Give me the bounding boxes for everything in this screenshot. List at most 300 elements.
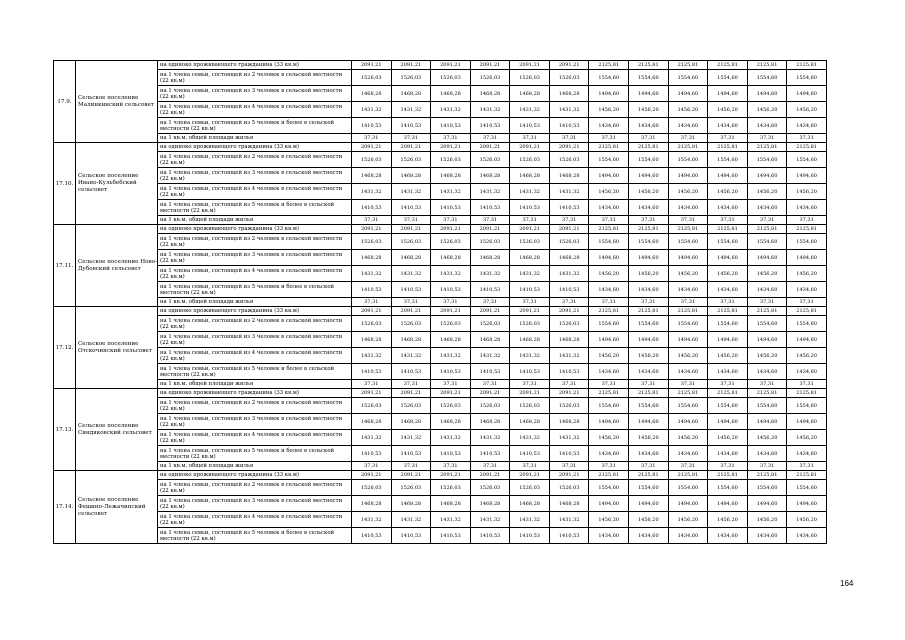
value-cell: 1468,28 xyxy=(549,414,589,430)
value-cell: 37,31 xyxy=(510,380,550,389)
value-cell: 1431,32 xyxy=(510,102,550,118)
value-cell: 1456,20 xyxy=(747,266,787,282)
value-cell: 1526,03 xyxy=(510,234,550,250)
value-cell: 1554,60 xyxy=(708,70,748,86)
value-cell: 2125,81 xyxy=(589,143,629,152)
table-row xyxy=(54,389,827,398)
value-cell: 1554,60 xyxy=(629,234,669,250)
value-cell: 2125,81 xyxy=(787,389,827,398)
value-cell: 37,31 xyxy=(352,134,392,143)
value-cell: 2091,21 xyxy=(391,389,431,398)
section-name: Сельское поселение Ивано-Кульбебский сельсовет xyxy=(76,143,158,225)
row-label: на одиноко проживающего гражданина (33 кв.м) xyxy=(158,389,352,398)
value-cell: 1431,32 xyxy=(391,348,431,364)
value-cell: 37,31 xyxy=(510,462,550,471)
table-row xyxy=(54,61,827,70)
value-cell: 2091,21 xyxy=(510,61,550,70)
table-row xyxy=(54,316,827,332)
value-cell: 1494,60 xyxy=(747,332,787,348)
value-cell: 1410,53 xyxy=(431,364,471,380)
value-cell: 37,31 xyxy=(787,134,827,143)
value-cell: 1526,03 xyxy=(510,152,550,168)
table-row xyxy=(54,471,827,480)
value-cell: 1526,03 xyxy=(431,152,471,168)
value-cell: 37,31 xyxy=(708,134,748,143)
value-cell: 1431,32 xyxy=(352,512,392,528)
value-cell: 2125,81 xyxy=(708,307,748,316)
table-row xyxy=(54,512,827,528)
value-cell: 1431,32 xyxy=(352,184,392,200)
value-cell: 1468,28 xyxy=(352,86,392,102)
value-cell: 1468,28 xyxy=(352,414,392,430)
table-row xyxy=(54,225,827,234)
value-cell: 1468,28 xyxy=(431,250,471,266)
value-cell: 1468,28 xyxy=(510,414,550,430)
value-cell: 1554,60 xyxy=(787,398,827,414)
value-cell: 1526,03 xyxy=(391,480,431,496)
value-cell: 1410,53 xyxy=(352,200,392,216)
row-label: на 1 члена семьи, состоящей из 3 человек в сельской местности (22 кв.м) xyxy=(158,414,352,430)
value-cell: 1434,60 xyxy=(708,364,748,380)
table-row xyxy=(54,102,827,118)
value-cell: 1468,28 xyxy=(510,86,550,102)
value-cell: 1468,28 xyxy=(431,86,471,102)
value-cell: 1554,60 xyxy=(787,152,827,168)
value-cell: 1434,60 xyxy=(747,446,787,462)
table-row xyxy=(54,234,827,250)
value-cell: 1434,60 xyxy=(668,446,708,462)
value-cell: 1410,53 xyxy=(431,200,471,216)
value-cell: 2091,21 xyxy=(470,389,510,398)
table-row xyxy=(54,86,827,102)
page-number: 164 xyxy=(840,579,854,588)
row-label: на 1 кв.м. общей площади жилья xyxy=(158,216,352,225)
value-cell: 1494,60 xyxy=(668,250,708,266)
value-cell: 1431,32 xyxy=(549,512,589,528)
value-cell: 1494,60 xyxy=(708,86,748,102)
section-number: 17.11. xyxy=(54,225,76,307)
value-cell: 2125,81 xyxy=(708,143,748,152)
value-cell: 37,31 xyxy=(549,216,589,225)
value-cell: 2091,21 xyxy=(391,143,431,152)
value-cell: 2091,21 xyxy=(549,225,589,234)
value-cell: 37,31 xyxy=(668,298,708,307)
value-cell: 2091,21 xyxy=(510,389,550,398)
value-cell: 37,31 xyxy=(668,380,708,389)
value-cell: 1554,60 xyxy=(629,398,669,414)
value-cell: 1468,28 xyxy=(352,168,392,184)
value-cell: 1468,28 xyxy=(470,496,510,512)
value-cell: 2091,21 xyxy=(391,61,431,70)
value-cell: 1431,32 xyxy=(549,348,589,364)
table-row xyxy=(54,266,827,282)
value-cell: 1456,20 xyxy=(668,184,708,200)
value-cell: 1494,60 xyxy=(629,332,669,348)
row-label: на 1 члена семьи, состоящей из 2 человек в сельской местности (22 кв.м) xyxy=(158,398,352,414)
value-cell: 1554,60 xyxy=(747,70,787,86)
value-cell: 1526,03 xyxy=(510,316,550,332)
value-cell: 1494,60 xyxy=(668,496,708,512)
value-cell: 37,31 xyxy=(747,380,787,389)
value-cell: 1410,53 xyxy=(391,446,431,462)
value-cell: 1434,60 xyxy=(589,200,629,216)
value-cell: 1468,28 xyxy=(391,86,431,102)
value-cell: 1434,60 xyxy=(747,364,787,380)
value-cell: 1456,20 xyxy=(747,348,787,364)
value-cell: 1494,60 xyxy=(629,86,669,102)
value-cell: 1410,53 xyxy=(431,282,471,298)
table-row xyxy=(54,168,827,184)
value-cell: 1431,32 xyxy=(352,430,392,446)
value-cell: 1526,03 xyxy=(510,480,550,496)
value-cell: 2125,81 xyxy=(708,471,748,480)
value-cell: 2091,21 xyxy=(470,225,510,234)
value-cell: 37,31 xyxy=(510,298,550,307)
table-row xyxy=(54,528,827,544)
table-row xyxy=(54,282,827,298)
value-cell: 2125,81 xyxy=(589,225,629,234)
value-cell: 1410,53 xyxy=(431,446,471,462)
value-cell: 1494,60 xyxy=(787,332,827,348)
value-cell: 1431,32 xyxy=(391,184,431,200)
value-cell: 1431,32 xyxy=(549,184,589,200)
value-cell: 2091,21 xyxy=(549,61,589,70)
value-cell: 1526,03 xyxy=(391,398,431,414)
row-label: на одиноко проживающего гражданина (33 кв.м) xyxy=(158,307,352,316)
value-cell: 2091,21 xyxy=(431,61,471,70)
table-row xyxy=(54,200,827,216)
value-cell: 1494,60 xyxy=(629,168,669,184)
value-cell: 1434,60 xyxy=(668,282,708,298)
value-cell: 2091,21 xyxy=(510,307,550,316)
value-cell: 1526,03 xyxy=(549,152,589,168)
value-cell: 2125,81 xyxy=(747,389,787,398)
table-row xyxy=(54,70,827,86)
value-cell: 37,31 xyxy=(668,134,708,143)
value-cell: 37,31 xyxy=(391,462,431,471)
value-cell: 1494,60 xyxy=(747,86,787,102)
value-cell: 1456,20 xyxy=(708,184,748,200)
value-cell: 37,31 xyxy=(747,462,787,471)
value-cell: 2125,81 xyxy=(668,225,708,234)
section-number: 17.9. xyxy=(54,61,76,143)
row-label: на 1 члена семьи, состоящей из 2 человек в сельской местности (22 кв.м) xyxy=(158,70,352,86)
value-cell: 37,31 xyxy=(352,216,392,225)
value-cell: 1554,60 xyxy=(629,70,669,86)
row-label: на 1 члена семьи, состоящей из 3 человек в сельской местности (22 кв.м) xyxy=(158,496,352,512)
value-cell: 1526,03 xyxy=(549,398,589,414)
value-cell: 1410,53 xyxy=(352,282,392,298)
row-label: на 1 члена семьи, состоящей из 3 человек в сельской местности (22 кв.м) xyxy=(158,250,352,266)
value-cell: 2091,21 xyxy=(431,471,471,480)
value-cell: 1554,60 xyxy=(589,70,629,86)
value-cell: 2125,81 xyxy=(668,471,708,480)
value-cell: 1526,03 xyxy=(510,70,550,86)
value-cell: 1410,53 xyxy=(352,528,392,544)
value-cell: 37,31 xyxy=(391,380,431,389)
value-cell: 1554,60 xyxy=(787,234,827,250)
value-cell: 37,31 xyxy=(589,380,629,389)
value-cell: 2125,81 xyxy=(708,225,748,234)
value-cell: 1431,32 xyxy=(470,430,510,446)
value-cell: 1554,60 xyxy=(668,70,708,86)
row-label: на 1 члена семьи, состоящей из 2 человек в сельской местности (22 кв.м) xyxy=(158,152,352,168)
value-cell: 2125,81 xyxy=(668,389,708,398)
value-cell: 1468,28 xyxy=(470,332,510,348)
value-cell: 1431,32 xyxy=(431,430,471,446)
value-cell: 1456,20 xyxy=(629,184,669,200)
value-cell: 1410,53 xyxy=(391,364,431,380)
value-cell: 2125,81 xyxy=(589,307,629,316)
value-cell: 2091,21 xyxy=(549,143,589,152)
value-cell: 37,31 xyxy=(470,134,510,143)
value-cell: 1456,20 xyxy=(589,102,629,118)
value-cell: 1431,32 xyxy=(431,348,471,364)
table-row xyxy=(54,462,827,471)
value-cell: 1456,20 xyxy=(787,348,827,364)
row-label: на 1 члена семьи, состоящей из 3 человек в сельской местности (22 кв.м) xyxy=(158,86,352,102)
value-cell: 1410,53 xyxy=(549,364,589,380)
value-cell: 1554,60 xyxy=(589,398,629,414)
value-cell: 37,31 xyxy=(589,298,629,307)
value-cell: 1494,60 xyxy=(629,496,669,512)
value-cell: 1554,60 xyxy=(668,152,708,168)
value-cell: 37,31 xyxy=(747,298,787,307)
value-cell: 2091,21 xyxy=(431,225,471,234)
value-cell: 2125,81 xyxy=(747,143,787,152)
value-cell: 37,31 xyxy=(431,380,471,389)
value-cell: 37,31 xyxy=(470,298,510,307)
value-cell: 1554,60 xyxy=(629,480,669,496)
value-cell: 1554,60 xyxy=(787,70,827,86)
value-cell: 1431,32 xyxy=(470,102,510,118)
value-cell: 1468,28 xyxy=(431,332,471,348)
value-cell: 1468,28 xyxy=(391,332,431,348)
value-cell: 1410,53 xyxy=(549,528,589,544)
section-name: Сельское поселение Ново-Дубовский сельсовет xyxy=(76,225,158,307)
value-cell: 1494,60 xyxy=(787,496,827,512)
value-cell: 2091,21 xyxy=(352,61,392,70)
value-cell: 1410,53 xyxy=(470,200,510,216)
value-cell: 1410,53 xyxy=(391,200,431,216)
row-label: на 1 члена семьи, состоящей из 2 человек в сельской местности (22 кв.м) xyxy=(158,316,352,332)
row-label: на 1 члена семьи, состоящей из 3 человек в сельской местности (22 кв.м) xyxy=(158,332,352,348)
value-cell: 1410,53 xyxy=(510,200,550,216)
value-cell: 1494,60 xyxy=(589,332,629,348)
value-cell: 1410,53 xyxy=(470,282,510,298)
value-cell: 37,31 xyxy=(708,216,748,225)
value-cell: 1526,03 xyxy=(431,398,471,414)
value-cell: 2091,21 xyxy=(391,471,431,480)
value-cell: 37,31 xyxy=(549,134,589,143)
value-cell: 1410,53 xyxy=(510,282,550,298)
value-cell: 1554,60 xyxy=(629,316,669,332)
value-cell: 2091,21 xyxy=(510,143,550,152)
value-cell: 1494,60 xyxy=(708,168,748,184)
value-cell: 1526,03 xyxy=(352,152,392,168)
table-row xyxy=(54,307,827,316)
value-cell: 1456,20 xyxy=(629,348,669,364)
tariff-table-body xyxy=(54,61,827,544)
value-cell: 1456,20 xyxy=(589,430,629,446)
value-cell: 1434,60 xyxy=(708,528,748,544)
value-cell: 1434,60 xyxy=(589,528,629,544)
value-cell: 1468,28 xyxy=(431,496,471,512)
value-cell: 1468,28 xyxy=(510,332,550,348)
section-name: Сельское поселение Синдяковский сельсовет xyxy=(76,389,158,471)
table-row xyxy=(54,348,827,364)
value-cell: 1526,03 xyxy=(391,234,431,250)
table-row xyxy=(54,298,827,307)
value-cell: 1434,60 xyxy=(629,446,669,462)
row-label: на одиноко проживающего гражданина (33 кв.м) xyxy=(158,225,352,234)
value-cell: 2125,81 xyxy=(668,143,708,152)
value-cell: 1456,20 xyxy=(708,430,748,446)
value-cell: 1554,60 xyxy=(747,398,787,414)
value-cell: 2125,81 xyxy=(787,143,827,152)
value-cell: 1434,60 xyxy=(629,364,669,380)
value-cell: 1468,28 xyxy=(549,496,589,512)
value-cell: 2125,81 xyxy=(629,61,669,70)
value-cell: 1526,03 xyxy=(431,316,471,332)
table-row xyxy=(54,332,827,348)
value-cell: 37,31 xyxy=(431,216,471,225)
value-cell: 1434,60 xyxy=(747,200,787,216)
value-cell: 2125,81 xyxy=(629,143,669,152)
value-cell: 37,31 xyxy=(431,298,471,307)
value-cell: 1468,28 xyxy=(470,168,510,184)
row-label: на 1 члена семьи, состоящей из 5 человек и более в сельской местности (22 кв.м) xyxy=(158,282,352,298)
table-row xyxy=(54,398,827,414)
value-cell: 1494,60 xyxy=(668,168,708,184)
value-cell: 1494,60 xyxy=(747,250,787,266)
value-cell: 1410,53 xyxy=(470,528,510,544)
value-cell: 1526,03 xyxy=(352,234,392,250)
value-cell: 1554,60 xyxy=(708,398,748,414)
value-cell: 1431,32 xyxy=(352,102,392,118)
value-cell: 37,31 xyxy=(787,216,827,225)
value-cell: 1494,60 xyxy=(589,414,629,430)
value-cell: 1456,20 xyxy=(589,266,629,282)
value-cell: 2091,21 xyxy=(431,389,471,398)
value-cell: 1468,28 xyxy=(510,250,550,266)
row-label: на 1 члена семьи, состоящей из 4 человек в сельской местности (22 кв.м) xyxy=(158,430,352,446)
value-cell: 1554,60 xyxy=(589,152,629,168)
value-cell: 37,31 xyxy=(668,216,708,225)
value-cell: 1494,60 xyxy=(668,414,708,430)
value-cell: 1526,03 xyxy=(431,70,471,86)
value-cell: 1456,20 xyxy=(668,266,708,282)
value-cell: 1410,53 xyxy=(549,200,589,216)
row-label: на 1 кв.м. общей площади жилья xyxy=(158,298,352,307)
value-cell: 1410,53 xyxy=(391,118,431,134)
value-cell: 1434,60 xyxy=(787,446,827,462)
value-cell: 1526,03 xyxy=(352,70,392,86)
value-cell: 2125,81 xyxy=(589,61,629,70)
row-label: на одиноко проживающего гражданина (33 кв.м) xyxy=(158,143,352,152)
value-cell: 2125,81 xyxy=(708,61,748,70)
value-cell: 1554,60 xyxy=(668,234,708,250)
value-cell: 37,31 xyxy=(352,380,392,389)
value-cell: 1456,20 xyxy=(747,430,787,446)
value-cell: 1434,60 xyxy=(787,282,827,298)
value-cell: 2125,81 xyxy=(747,307,787,316)
value-cell: 1410,53 xyxy=(510,364,550,380)
value-cell: 2091,21 xyxy=(470,307,510,316)
value-cell: 1431,32 xyxy=(470,512,510,528)
value-cell: 1526,03 xyxy=(391,70,431,86)
value-cell: 1431,32 xyxy=(352,348,392,364)
value-cell: 1410,53 xyxy=(510,446,550,462)
value-cell: 1431,32 xyxy=(470,266,510,282)
value-cell: 1526,03 xyxy=(549,316,589,332)
value-cell: 2125,81 xyxy=(787,471,827,480)
value-cell: 1554,60 xyxy=(708,316,748,332)
value-cell: 37,31 xyxy=(470,216,510,225)
table-row xyxy=(54,216,827,225)
value-cell: 1456,20 xyxy=(589,512,629,528)
value-cell: 1468,28 xyxy=(470,414,510,430)
value-cell: 1468,28 xyxy=(510,168,550,184)
value-cell: 2091,21 xyxy=(431,143,471,152)
value-cell: 2125,81 xyxy=(629,307,669,316)
value-cell: 2091,21 xyxy=(352,307,392,316)
value-cell: 1468,28 xyxy=(391,250,431,266)
value-cell: 1431,32 xyxy=(510,348,550,364)
value-cell: 37,31 xyxy=(747,216,787,225)
value-cell: 1526,03 xyxy=(549,234,589,250)
value-cell: 1434,60 xyxy=(668,200,708,216)
table-row xyxy=(54,364,827,380)
value-cell: 1456,20 xyxy=(708,512,748,528)
value-cell: 1494,60 xyxy=(747,168,787,184)
value-cell: 2125,81 xyxy=(708,389,748,398)
value-cell: 1434,60 xyxy=(668,364,708,380)
value-cell: 1526,03 xyxy=(470,316,510,332)
value-cell: 2125,81 xyxy=(747,225,787,234)
value-cell: 1431,32 xyxy=(352,266,392,282)
value-cell: 1434,60 xyxy=(589,118,629,134)
value-cell: 1526,03 xyxy=(431,234,471,250)
value-cell: 37,31 xyxy=(668,462,708,471)
value-cell: 1494,60 xyxy=(708,332,748,348)
value-cell: 37,31 xyxy=(510,134,550,143)
value-cell: 1468,28 xyxy=(431,168,471,184)
value-cell: 1456,20 xyxy=(629,430,669,446)
value-cell: 1456,20 xyxy=(747,102,787,118)
value-cell: 37,31 xyxy=(629,216,669,225)
value-cell: 1410,53 xyxy=(510,528,550,544)
section-number: 17.13. xyxy=(54,389,76,471)
row-label: на 1 кв.м. общей площади жилья xyxy=(158,380,352,389)
value-cell: 2091,21 xyxy=(549,307,589,316)
value-cell: 1410,53 xyxy=(391,528,431,544)
value-cell: 2091,21 xyxy=(470,143,510,152)
value-cell: 1468,28 xyxy=(352,332,392,348)
value-cell: 1526,03 xyxy=(431,480,471,496)
value-cell: 1468,28 xyxy=(470,86,510,102)
value-cell: 37,31 xyxy=(787,380,827,389)
row-label: на 1 члена семьи, состоящей из 4 человек в сельской местности (22 кв.м) xyxy=(158,512,352,528)
row-label: на 1 члена семьи, состоящей из 4 человек в сельской местности (22 кв.м) xyxy=(158,266,352,282)
value-cell: 1431,32 xyxy=(549,102,589,118)
value-cell: 1554,60 xyxy=(589,316,629,332)
section-name: Сельское поселение Малинкинский сельсовет xyxy=(76,61,158,143)
table-row xyxy=(54,414,827,430)
value-cell: 1410,53 xyxy=(549,282,589,298)
value-cell: 2091,21 xyxy=(549,389,589,398)
value-cell: 1494,60 xyxy=(629,250,669,266)
